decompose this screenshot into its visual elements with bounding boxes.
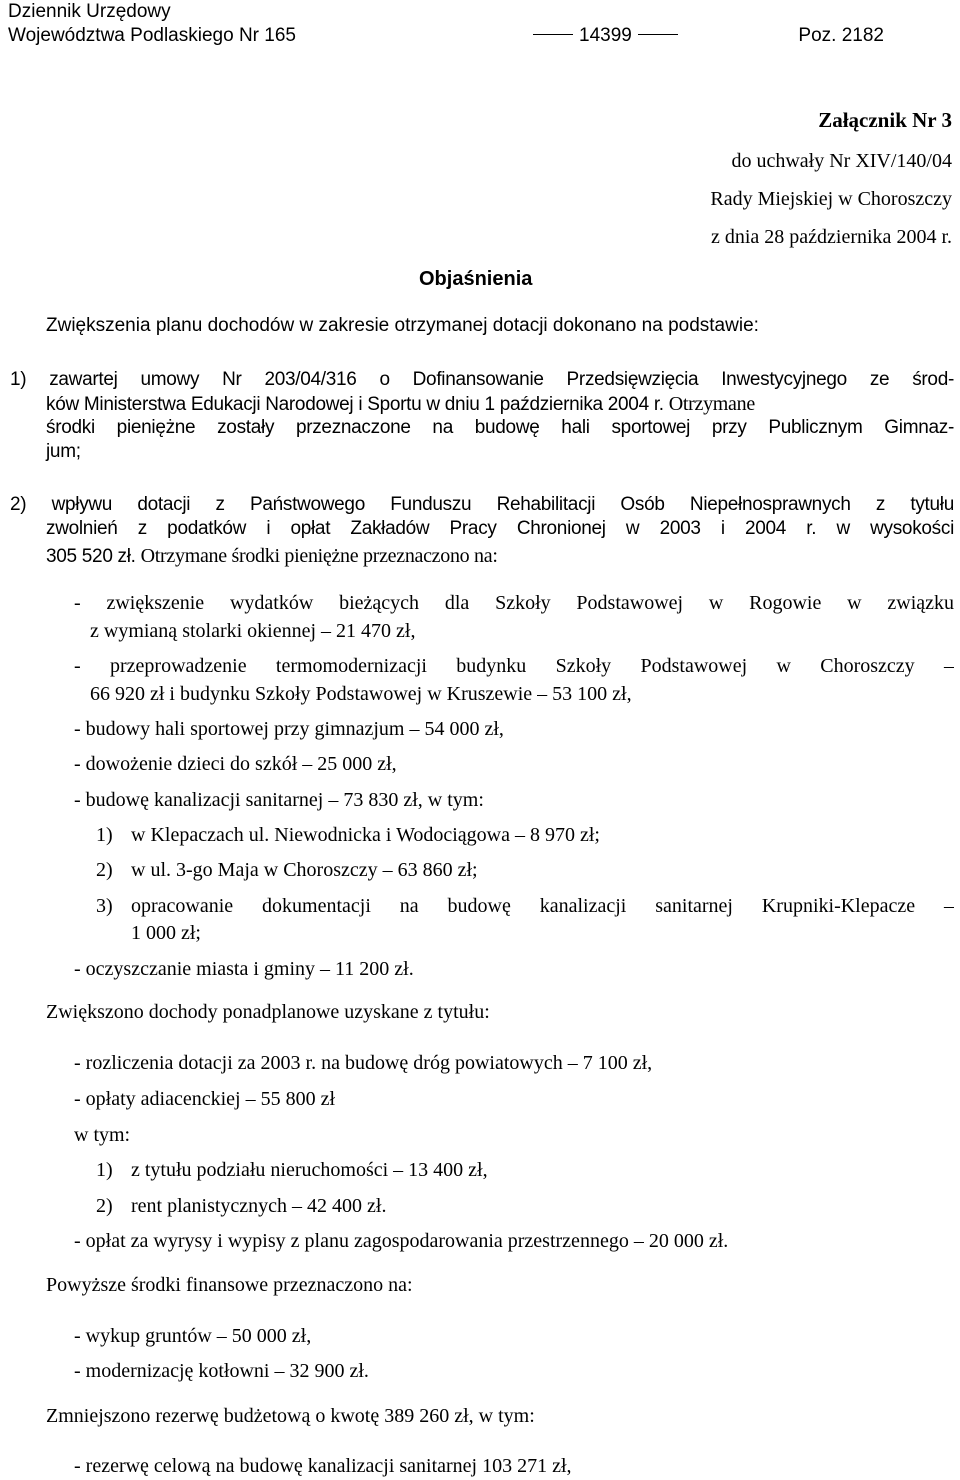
item2-line2: zwolnień z podatków i opłat Zakładów Pracy Chronionej w 2003 i 2004 r. w wysokości (46, 518, 954, 539)
list1-item-d: - dowożenie dzieci do szkół – 25 000 zł, (74, 753, 397, 775)
list2-item-a: - rozliczenia dotacji za 2003 r. na budowę dróg powiatowych – 7 100 zł, (74, 1052, 653, 1074)
item2-line3: 305 520 zł. Otrzymane środki pieniężne przeznaczono na: (46, 545, 498, 567)
page-number: 14399 (527, 24, 684, 48)
list1-sub2-number: 2) (96, 859, 113, 881)
list2-item-b-subtitle: w tym: (74, 1124, 131, 1146)
page-header (8, 0, 952, 48)
item1-line3: środki pieniężne zostały przeznaczone na budowę hali sportowej przy Publicznym Gimnaz- (46, 417, 954, 438)
list1-sub1-number: 1) (96, 824, 113, 846)
journal-title: Dziennik Urzędowy (8, 1, 171, 22)
section-title: Objaśnienia (419, 268, 533, 290)
list1-item-b-line2: 66 920 zł i budynku Szkoły Podstawowej w Kruszewie – 53 100 zł, (90, 683, 632, 705)
list1-item-c: - budowy hali sportowej przy gimnazjum – 54 000 zł, (74, 718, 504, 740)
list2-item-b: - opłaty adiacenckiej – 55 800 zł (74, 1088, 336, 1110)
list1-item-e: - budowę kanalizacji sanitarnej – 73 830 zł, w tym: (74, 789, 484, 811)
paragraph-funds-allocated: Powyższe środki finansowe przeznaczono na: (46, 1274, 413, 1296)
list1-sub2-text: w ul. 3-go Maja w Choroszczy – 63 860 zł; (131, 859, 478, 881)
item1-line4: jum; (46, 441, 81, 462)
attachment-council: Rady Miejskiej w Choroszczy (710, 188, 952, 210)
paragraph-reserve-reduction: Zmniejszono rezerwę budżetową o kwotę 389 260 zł, w tym: (46, 1405, 535, 1427)
list1-sub3-number: 3) (96, 895, 113, 917)
item1-line1: 1) zawartej umowy Nr 203/04/316 o Dofinansowanie Przedsięwzięcia Inwestycyjnego ze środ- (10, 369, 954, 390)
list1-sub1-text: w Klepaczach ul. Niewodnicka i Wodociągowa – 8 970 zł; (131, 824, 600, 846)
list1-item-a-line2: z wymianą stolarki okiennej – 21 470 zł, (90, 620, 416, 642)
item1-line2: ków Ministerstwa Edukacji Narodowej i Sportu w dniu 1 października 2004 r. Otrzymane (46, 393, 755, 415)
list2-sub1-number: 1) (96, 1159, 113, 1181)
list1-item-f: - oczyszczanie miasta i gminy – 11 200 zł. (74, 958, 414, 980)
list2-sub2-number: 2) (96, 1195, 113, 1217)
attachment-title: Załącznik Nr 3 (818, 108, 952, 132)
intro-text: Zwiększenia planu dochodów w zakresie otrzymanej dotacji dokonano na podstawie: (46, 315, 759, 336)
list1-item-a-line1: - zwiększenie wydatków bieżących dla Szkoły Podstawowej w Rogowie w związku (74, 592, 954, 614)
attachment-resolution: do uchwały Nr XIV/140/04 (731, 150, 952, 172)
list1-item-b-line1: - przeprowadzenie termomodernizacji budynku Szkoły Podstawowej w Choroszczy – (74, 655, 954, 677)
list3-item-a: - wykup gruntów – 50 000 zł, (74, 1325, 312, 1347)
list1-sub3-text-line2: 1 000 zł; (131, 922, 201, 944)
item2-line1: 2) wpływu dotacji z Państwowego Funduszu Rehabilitacji Osób Niepełnosprawnych z tytułu (10, 494, 954, 515)
position-number: Poz. 2182 (798, 25, 884, 46)
list3-item-b: - modernizację kotłowni – 32 900 zł. (74, 1360, 369, 1382)
list2-sub1-text: z tytułu podziału nieruchomości – 13 400 zł, (131, 1159, 488, 1181)
paragraph-additional-income: Zwiększono dochody ponadplanowe uzyskane z tytułu: (46, 1001, 490, 1023)
journal-volume: Województwa Podlaskiego Nr 165 (8, 25, 296, 46)
list2-sub2-text: rent planistycznych – 42 400 zł. (131, 1195, 387, 1217)
list2-item-c: - opłat za wyrysy i wypisy z planu zagospodarowania przestrzennego – 20 000 zł. (74, 1230, 729, 1252)
list4-item-a: - rezerwę celową na budowę kanalizacji sanitarnej 103 271 zł, (74, 1455, 572, 1477)
attachment-date: z dnia 28 października 2004 r. (710, 226, 952, 248)
list1-sub3-text-line1: opracowanie dokumentacji na budowę kanalizacji sanitarnej Krupniki-Klepacze – (131, 895, 954, 917)
